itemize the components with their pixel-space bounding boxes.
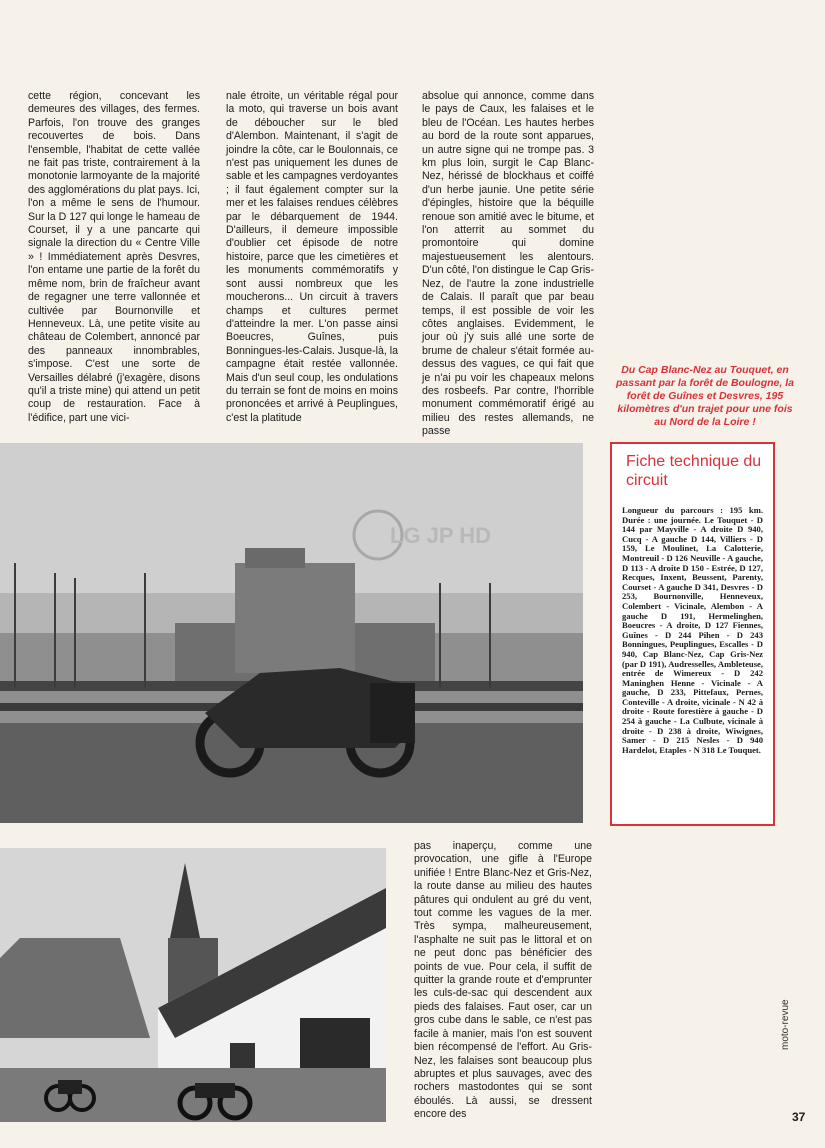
technical-sheet-title: Fiche technique du circuit xyxy=(626,453,762,489)
watermark-logo: LG JP HD xyxy=(390,523,492,548)
fort-motorcycle-image xyxy=(0,443,583,823)
article-column-1 xyxy=(28,90,200,425)
column-4-text: pas inaperçu, comme une provocation, une gifle à l'Europe unifiée ! Entre Blanc-Nez et Gris-Nez, la route danse au milieu des hautes pâtures qui ondulent au gré du vent, tout comme les vagues de la mer. Très sympa, malheureusement, l'asphalte ne suit pas le littoral et on ne peut donc pas bénéficier des points de vue. Pour cela, il suffit de quitter la grande route et d'emprunter les culs-de-sac qui descendent aux pieds des falaises. Faut oser, car un gros cube dans le sable, ce n'est pas facile à manier, mais l'on est souvent bien récompensé de l'effort. Au Gris-Nez, les falaises sont beaucoup plus abruptes et plus sauvages, avec des rochers mastodontes qui se sont éboulés. Là aussi, se dressent encore des xyxy=(414,840,592,1121)
article-column-4 xyxy=(414,840,592,1122)
technical-sheet-box xyxy=(610,442,775,826)
photo-caption: Du Cap Blanc-Nez au Touquet, en passant par la forêt de Boulogne, la forêt de Guînes et Desvres, 195 kilomètres d'un trajet pour une fois au Nord de la Loire ! xyxy=(616,364,794,428)
column-1-text: cette région, concevant les demeures des villages, des fermes. Parfois, l'on trouve des granges recouvertes de bois. Dans l'ensemble, l'habitat de cette vallée ne fait pas triste, contrairement à la monotonie larmoyante de la majorité des agglomérations du plat pays. Ici, l'on a même le sens de l'humour. Sur la D 127 qui longe le hameau de Courset, il y a une pancarte qui signale la direction du « Centre Ville » ! Immédiatement après Desvres, l'on entame une partie de la forêt du même nom, brin de fraîcheur avant de regagner une terre vallonnée et cultivée par Bournonville et Henneveux. Là, une petite visite au château de Colembert, annoncé par des panneaux innombrables, s'impose. C'est une sorte de Versailles délabré (j'exagère, disons qu'il a triste mine) qui attend un petit coup de restauration. Face à l'édifice, part une vici- xyxy=(28,90,200,424)
photo-fort-motorcycle xyxy=(0,443,583,823)
magazine-name: moto-revue xyxy=(780,999,791,1050)
village-church-image xyxy=(0,848,386,1122)
photo-village-church xyxy=(0,848,386,1122)
article-column-2 xyxy=(226,90,398,425)
technical-sheet-text: Longueur du parcours : 195 km. Durée : une journée. Le Touquet - D 144 par Mayville - A droite D 940, Cucq - A gauche D 144, Villiers - D 159, Le Moulinet, La Calotterie, Montreuil - D 126 Neuville - A gauche, D 113 - A droite D 150 - Estrée, D 127, Recques, Inxent, Beussent, Parenty, Courset - A gauche D 341, Desvres - D 253, Bournonville, Henneveux, Colembert - Vicinale, Alembon - A gauche D 191, Hermelinghen, Boeucres - A droite, D 127 Fiennes, Guînes - D 244 Pihen - D 243 Bonningues, Peuplingues, Escalles - D 940, Cap Blanc-Nez, Cap Gris-Nez (par D 191), Audresselles, Ambleteuse, entrée de Wimereux - D 242 Maninghen Henne - Vicinale - A gauche, D 233, Pittefaux, Pernes, Conteville - A droite, vicinale - N 42 à droite - Route forestière à gauche - D 254 à gauche - La Culbute, vicinale à droite - D 238 à droite, Wiwignes, Samer - D 215 Nesles - D 940 Hardelot, Etaples - N 318 Le Touquet. xyxy=(622,505,763,755)
column-2-text: nale étroite, un véritable régal pour la moto, qui traverse un bois avant de déboucher sur le bled d'Alembon. Maintenant, il s'agit de joindre la côte, car le Boulonnais, ce n'est pas uniquement les dunes de sable et les campagnes verdoyantes ; il faut également compter sur la mer et les falaises rendues célèbres par le débarquement de 1944. D'ailleurs, il demeure impossible d'oublier cet épisode de notre histoire, parce que les cimetières et les monuments commémoratifs y sont aussi nombreux que les moucherons... Un circuit à travers champs et cultures permet d'atteindre la mer. L'on passe ainsi Boeucres, Guînes, puis Bonningues-les-Calais. Jusque-là, la campagne était restée vallonnée. Mais d'un seul coup, les ondulations du terrain se font de moins en moins prononcées et arrivé à Peuplingues, c'est la platitude xyxy=(226,90,398,424)
article-column-3 xyxy=(422,90,594,439)
technical-sheet-body xyxy=(622,506,763,755)
column-3-text: absolue qui annonce, comme dans le pays de Caux, les falaises et le bleu de l'Océan. Les hautes herbes au bord de la route sont apparues, un autre signe qui ne trompe pas. 3 km plus loin, surgit le Cap Blanc-Nez, hérissé de blockhaus et coiffé d'un herbe jaunie. Une petite série d'épingles, histoire que la béquille renoue son amitié avec le bitume, et l'on atterrit au sommet du promontoire qui domine majestueusement les alentours. D'un côté, l'on distingue le Cap Gris-Nez, de l'autre la zone industrielle de Calais. Il paraît que par beau temps, il est possible de voir les côtes anglaises. Evidemment, le jour où j'y suis allé une sorte de brume de chaleur s'était formée au-dessus des vagues, ce qui fait que je n'ai pu voir les chapeaux melons des rosbeefs. Par contre, l'horrible monument commémoratif érigé au milieu des restes allemands, ne passe xyxy=(422,90,594,438)
page-number: 37 xyxy=(792,1110,806,1124)
